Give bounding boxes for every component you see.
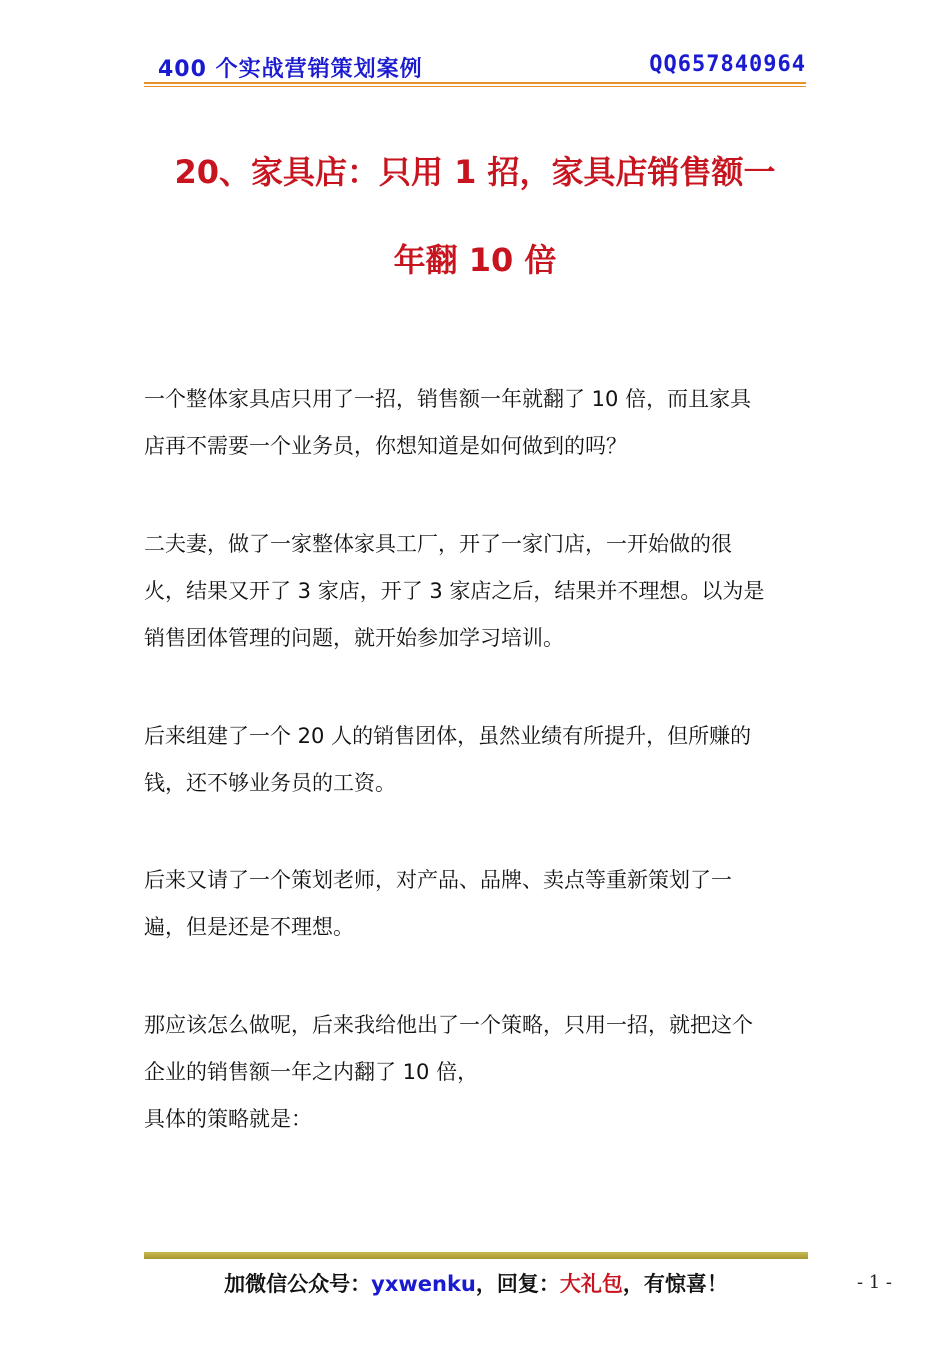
paragraph-4 [144,857,808,951]
footer-wechat-id: yxwenku [371,1272,476,1296]
paragraph-line: 一个整体家具店只用了一招，销售额一年就翻了 10 倍，而且家具 [144,387,752,411]
paragraph-3 [144,713,808,807]
paragraph-2 [144,521,808,662]
paragraph-line: 具体的策略就是： [144,1107,312,1131]
paragraph-line: 企业的销售额一年之内翻了 10 倍， [144,1060,479,1084]
paragraph-line: 后来又请了一个策划老师，对产品、品牌、卖点等重新策划了一 [144,868,732,892]
paragraph-line: 那应该怎么做呢，后来我给他出了一个策略，只用一招，就把这个 [144,1013,753,1037]
header-title: 400 个实战营销策划案例 [158,57,423,82]
title-line-1: 20、家具店：只用 1 招，家具店销售额一 [174,153,776,191]
paragraph-5 [144,1002,808,1143]
header-rule [144,82,806,84]
footer-prefix: 加微信公众号： [224,1272,372,1296]
page-footer [144,1268,808,1298]
paragraph-line: 遍，但是还是不理想。 [144,915,354,939]
paragraph-line: 后来组建了一个 20 人的销售团体，虽然业绩有所提升，但所赚的 [144,724,752,748]
paragraph-line: 二夫妻，做了一家整体家具工厂，开了一家门店，一开始做的很 [144,532,732,556]
footer-keyword: 大礼包 [559,1272,623,1296]
footer-middle: ，回复： [475,1272,560,1296]
paragraph-line: 销售团体管理的问题，就开始参加学习培训。 [144,626,564,650]
document-title [120,128,830,304]
paragraph-line: 钱，还不够业务员的工资。 [144,771,396,795]
paragraph-1 [144,376,808,470]
footer-rule [144,1252,808,1259]
title-line-2: 年翻 10 倍 [393,241,557,279]
footer-suffix: ，有惊喜！ [622,1272,728,1296]
paragraph-line: 火，结果又开了 3 家店，开了 3 家店之后，结果并不理想。以为是 [144,579,765,603]
paragraph-line: 店再不需要一个业务员，你想知道是如何做到的吗？ [144,434,627,458]
header-contact: QQ657840964 [649,52,806,77]
header-rule-thin [144,86,806,87]
page-number: - 1 - [856,1272,892,1293]
